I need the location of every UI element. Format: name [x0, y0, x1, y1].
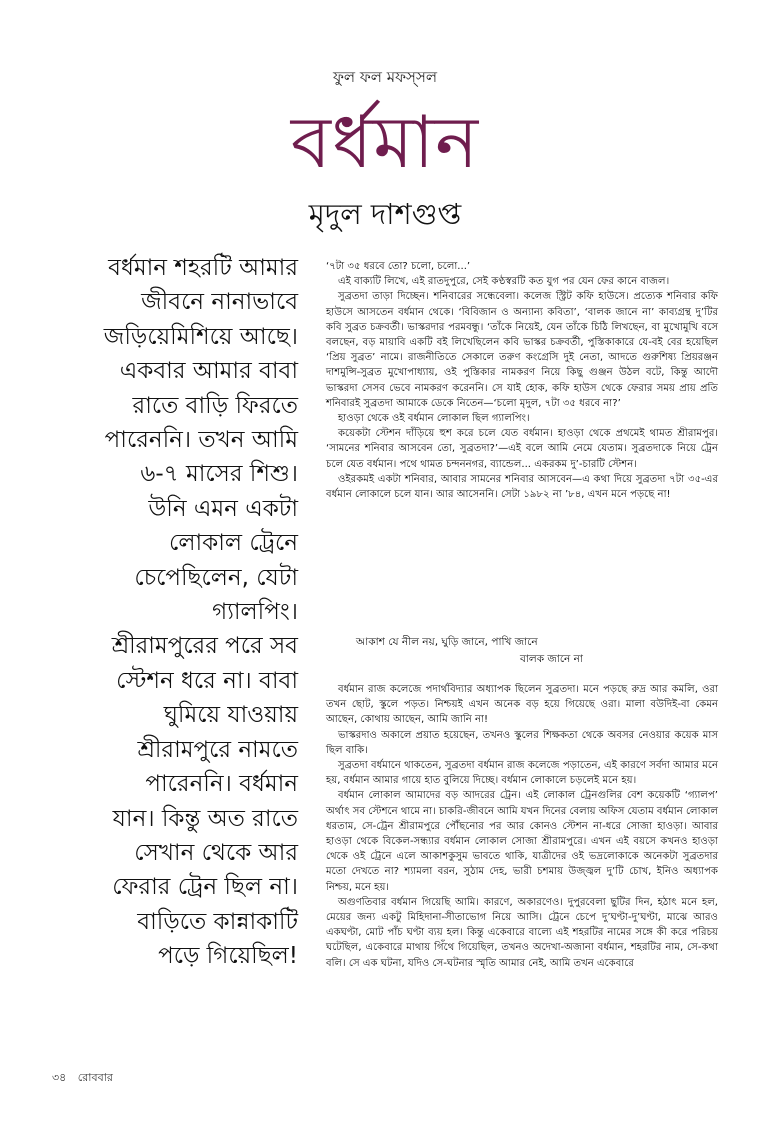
pull-quote-line: জড়িয়েমিশিয়ে আছে। — [103, 323, 298, 350]
pull-quote-line: পারেননি। বর্ধমান — [145, 771, 298, 798]
article-paragraph: কয়েকটা স্টেশন দাঁড়িয়ে হুশ করে চলে যেত বর্ধমান। হাওড়া থেকে প্রথমেই থামত শ্রীরামপুর। ‘সামনের শনিবার আসবেন তো, সুব্রতদা?’—এই বলে আমি নেমে যেতাম। সুব্রতদাকে নিয়ে ট্রেন চলে যেত বর্ধমান। পথে থামত চন্দননগর, ব্যান্ডেল... একরকম দু’-চারটি স্টেশন। — [326, 428, 718, 470]
pull-quote-line: শ্রীরামপুরের পরে সব — [111, 633, 298, 660]
pull-quote-line: পড়ে গিয়েছিল! — [158, 943, 298, 970]
article-paragraph: সুব্রতদা বর্ধমানে থাকতেন, সুব্রতদা বর্ধমান রাজ কলেজে পড়াতেন, এই কারণে সর্বদা আমার মনে হয়, বর্ধমান আমার গায়ে হাত বুলিয়ে দিচ্ছে। বর্ধমান লোকালে চড়লেই মনে হয়। — [326, 760, 718, 787]
pull-quote-line: একবার আমার বাবা — [119, 358, 298, 385]
pull-quote-line: রাতে বাড়ি ফিরতে — [132, 392, 298, 419]
pull-quote-line: বাড়িতে কান্নাকাটি — [137, 908, 298, 935]
pull-quote-line: গ্যালপিং। — [212, 599, 298, 626]
article-paragraph: সুব্রতদা তাড়া দিচ্ছেন। শনিবারের সন্ধেবেলা। কলেজ স্ট্রিট কফি হাউসে। প্রত্যেক শনিবার কফি হাউসে আসতেন বর্ধমান থেকে। ‘বিবিজান ও অন্যান্য কবিতা’, ‘বালক জানে না’ কাব্যগ্রন্থ দু’টির কবি সুব্রত চক্রবর্তী। ভাস্করদার পরমবন্ধু। ‘তাঁকে নিয়েই, যেন তাঁকে চিঠি লিখছেন, বা মুখোমুখি বসে বলছেন, বড় মায়াবি একটি বই লিখেছিলেন কবি ভাস্কর চক্রবর্তী, পুস্তিকাকারে যে-বই বের হয়েছিল ‘প্রিয় সুব্রত’ নামে। রাজনীতিতে সেকালে তরুণ কংগ্রেসি দুই নেতা, আদতে গুরুশিষ্য প্রিয়রঞ্জন দাশমুন্সি-সুব্রত মুখোপাধ্যায়, ওই পুস্তিকার নামকরণ নিয়ে কিছু গুঞ্জন উঠল বটে, কিন্তু আদৌ ভাস্করদা সেসব ভেবে নামকরণ করেননি। সে যাই হোক, কফি হাউস থেকে ফেরার সময় প্রায় প্রতি শনিবারই সুব্রতদা আমাকে ডেকে নিতেন—‘চলো মৃদুল, ৭টা ৩৫ ধরবে না?’ — [326, 291, 718, 409]
pull-quote — [62, 251, 298, 974]
article-paragraph: বর্ধমান রাজ কলেজে পদার্থবিদ্যার অধ্যাপক ছিলেন সুব্রতদা। মনে পড়ছে রুদ্র আর কমলি, ওরা তখন ছোট, স্কুলে পড়ত। নিশ্চয়ই এখন অনেক বড় হয়ে গিয়েছে ওরা। মালা বউদিই-বা কেমন আছেন, কোথায় আছেন, আমি জানি না! — [326, 684, 718, 726]
pull-quote-line: চেপেছিলেন, যেটা — [134, 564, 298, 591]
pull-quote-line: লোকাল ট্রেনে — [169, 530, 298, 557]
pull-quote-line: স্টেশন ধরে না। বাবা — [116, 667, 298, 694]
pull-quote-line: পারেননি। তখন আমি — [104, 427, 298, 454]
pull-quote-line: শ্রীরামপুরে নামতে — [137, 736, 298, 763]
article-paragraph: বর্ধমান লোকাল আমাদের বড় আদরের ট্রেন। এই লোকাল ট্রেনগুলির বেশ কয়েকটি ‘গ্যালপ’ অর্থাৎ সব স্টেশনে থামে না। চাকরি-জীবনে আমি যখন দিনের বেলায় অফিস যেতাম বর্ধমান লোকাল ধরতাম, সে-ট্রেন শ্রীরামপুরে পৌঁছনোর পর আর কোনও স্টেশন না-ধরে সোজা হাওড়া। আবার হাওড়া থেকে বিকেল-সন্ধ্যার বর্ধমান লোকাল সোজা শ্রীরামপুরে। এখন এই বয়সে কখনও হাওড়া থেকে ওই ট্রেনে এলে আকাশকুসুম ভাবতে থাকি, যাত্রীদের ওই ভদ্রলোকাকে অনেকটা সুব্রতদার মতো দেখতে না? শ্যামলা বরন, সুঠাম দেহ, ভারী চশমায় উজ্জ্বল দু’টি চোখ, ইনিও অধ্যাপক নিশ্চয়, মনে হয়। — [326, 790, 718, 893]
article-paragraph: এই বাক্যটি লিখে, এই রাতদুপুরে, সেই কণ্ঠস্বরটি কত যুগ পর যেন ফের কানে বাজল। — [338, 276, 670, 288]
pull-quote-line: যান। কিন্তু অত রাতে — [112, 805, 298, 832]
article-paragraph: ওইরকমই একটা শনিবার, আবার সামনের শনিবার আসবেন—এ কথা দিয়ে সুব্রতদা ৭টা ৩৫-এর বর্ধমান লোকালে চলে যান। আর আসেননি। সেটা ১৯৮২ না ’৮৪, এখন মনে পড়ছে না! — [326, 473, 718, 501]
author-name: মৃদুল দাশগুপ্ত — [308, 197, 462, 231]
page-number: ৩৪ — [52, 1071, 67, 1084]
pull-quote-line: সেখান থেকে আর — [134, 839, 298, 866]
article-paragraph: ‘৭টা ৩৫ ধরবে তো? চলো, চলো...’ — [326, 261, 471, 272]
pull-quote-line: ৬-৭ মাসের শিশু। — [140, 461, 298, 488]
page-footer — [52, 1069, 121, 1088]
pull-quote-line: ঘুমিয়ে যাওয়ায় — [163, 702, 298, 729]
article-paragraph: ভাস্করদাও অকালে প্রয়াত হয়েছেন, তখনও স্কুলের শিক্ষকতা থেকে অবসর নেওয়ার কয়েক মাস ছিল বাকি। — [326, 729, 718, 756]
article-paragraph: হাওড়া থেকে ওই বর্ধমান লোকাল ছিল গ্যালপিং। — [338, 413, 530, 425]
article-paragraph: অগুণতিবার বর্ধমান গিয়েছি আমি। কারণে, অকারণেও। দুপুরবেলা ছুটির দিন, হঠাৎ মনে হল, মেয়ের জন্য একটু মিহিদানা-সীতাভোগ নিয়ে আসি। ট্রেনে চেপে দু’ঘণ্টা-দু’ঘণ্টা, মাঝে আরও একঘণ্টা, মোট পাঁচ ঘণ্টা ব্যয় হল। কিন্তু একেবারে বাল্যে এই শহরটির নামের সঙ্গে কী করে পরিচয় ঘটেছিল, একেবারে মাথায় গিঁথে গিয়েছিল, তখনও অদেখা-অজানা বর্ধমান, শহরটির নাম, সে-কথা বলি। সে এক ঘটনা, যদিও সে-ঘটনার স্মৃতি আমার নেই, আমি তখন একেবারে — [326, 896, 718, 969]
pull-quote-line: জীবনে নানাভাবে — [141, 289, 298, 316]
section-kicker: ফুল ফল মফস্‌সল — [332, 68, 438, 86]
section-name: রোববার — [77, 1071, 113, 1084]
poem-quote — [356, 634, 656, 668]
pull-quote-line: বর্ধমান শহরটি আমার — [108, 255, 298, 281]
pull-quote-line: উনি এমন একটা — [148, 495, 298, 522]
article-title: বর্ধমান — [290, 100, 480, 184]
article-body-top — [326, 259, 718, 502]
pull-quote-line: ফেরার ট্রেন ছিল না। — [112, 874, 298, 901]
poem-line: আকাশ যে নীল নয়, ঘুড়ি জানে, পাখি জানে — [356, 636, 538, 648]
poem-line: বালক জানে না — [520, 653, 583, 665]
article-body-bottom — [326, 682, 718, 971]
